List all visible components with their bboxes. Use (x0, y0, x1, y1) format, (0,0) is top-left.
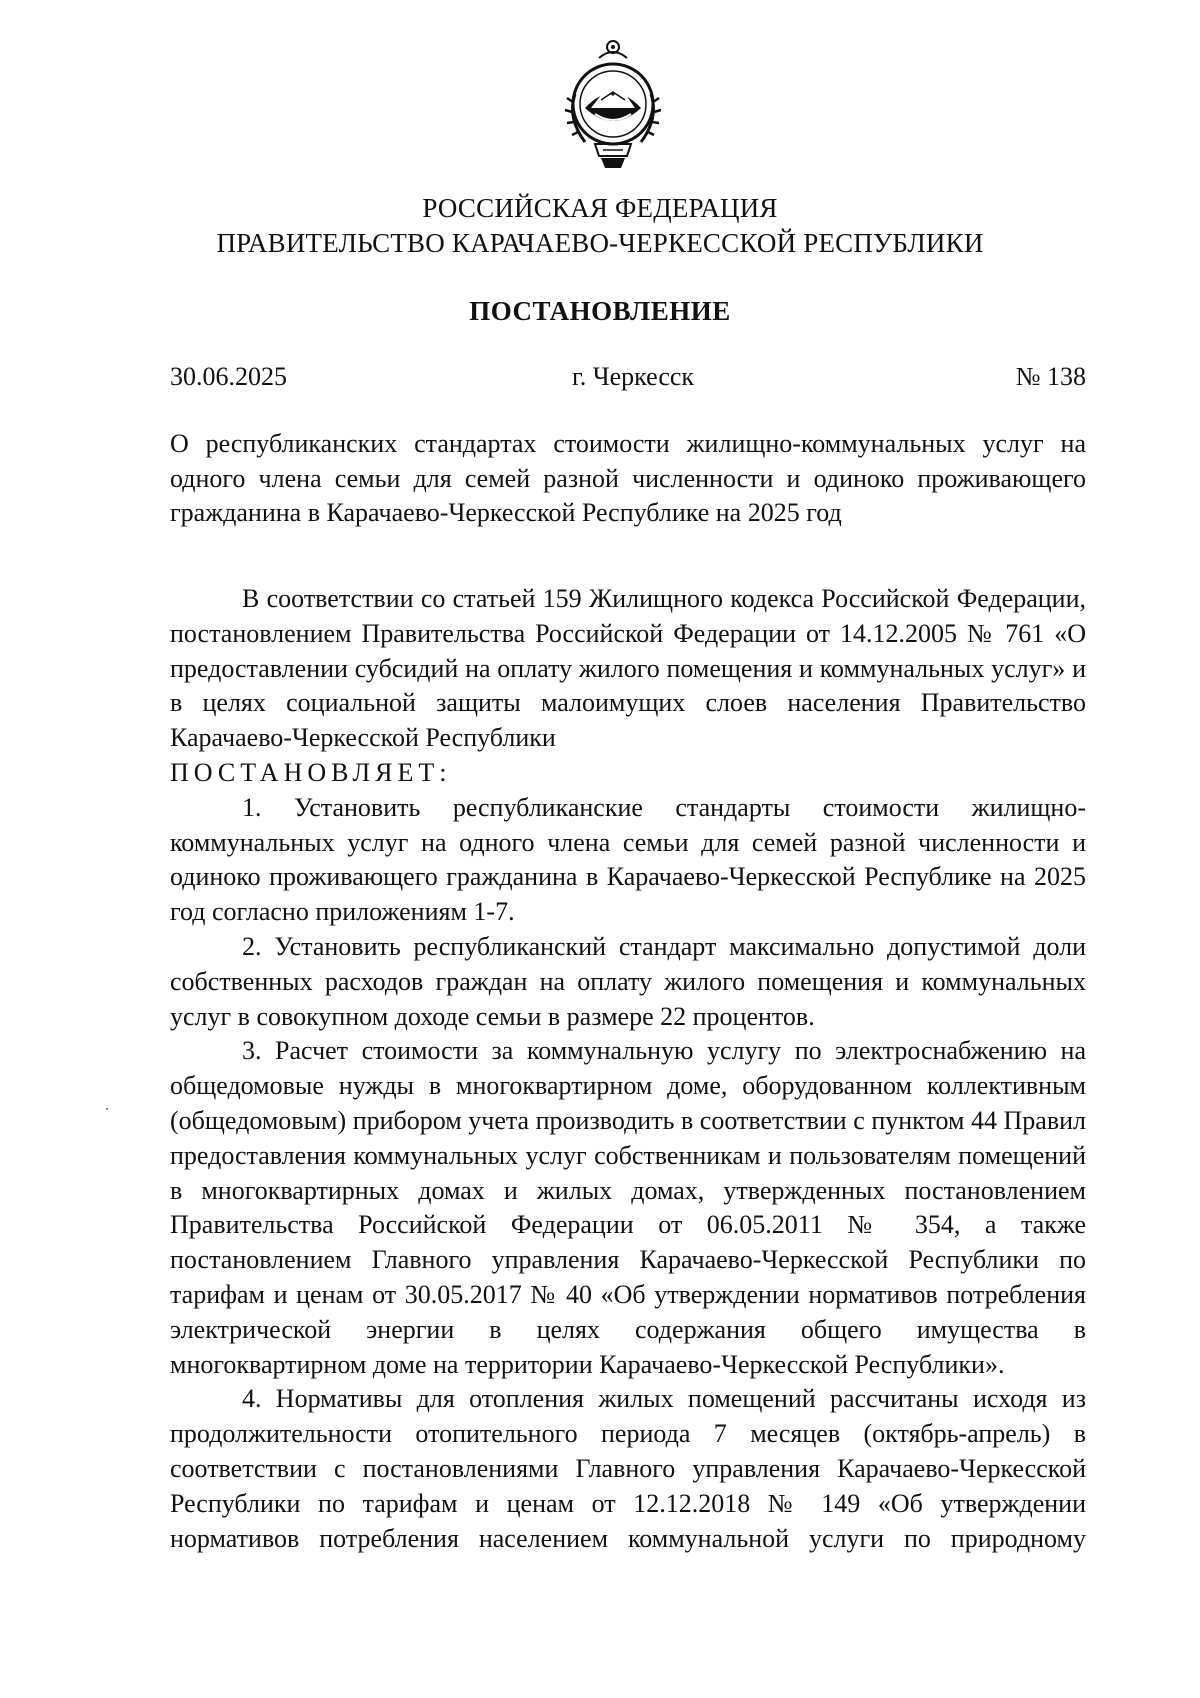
document-number: № 138 (1015, 362, 1086, 391)
document-subject: О республиканских стандартах стоимости жилищно-коммунальных услуг на одного члена семьи для семей разной численности и одиноко проживающего гражданина в Карачаево-Черкесской Республике на 2025 год (170, 429, 1086, 527)
scan-speck (106, 1108, 108, 1110)
item-paragraph-1: 1. Установить республиканские стандарты стоимости жилищно-коммунальных услуг на одного члена семьи для семей разной численности и одиноко проживающего гражданина в Карачаево-Черкесской Республике на 2025 год согласно приложениям 1-7. (170, 792, 1086, 927)
header-country: РОССИЙСКАЯ ФЕДЕРАЦИЯ (422, 193, 778, 223)
coat-of-arms-emblem (555, 38, 671, 174)
preamble-paragraph: В соответствии со статьей 159 Жилищного кодекса Российской Федерации, постановлением Правительства Российской Федерации от 14.12.2005 № 761 «О предоставлении субсидий на оплату жилого помещения и коммунальных услуг» и в целях социальной защиты малоимущих слоев населения Правительство Карачаево-Черкесской Республики (170, 584, 1086, 753)
item-paragraph-3: 3. Расчет стоимости за коммунальную услугу по электроснабжению на общедомовые нужды в многоквартирном доме, оборудованном коллективным (общедомовым) прибором учета производить в соответствии с пунктом 44 Правил предоставления коммунальных услуг собственникам и пользователям помещений в многоквартирных домах и жилых домах, утвержденных постановлением Правительства Российской Федерации от 06.05.2011 № 354, а также постановлением Главного управления Карачаево-Черкесской Республики по тарифам и ценам от 30.05.2017 № 40 «Об утверждении нормативов потребления электрической энергии в целях содержания общего имущества в многоквартирном доме на территории Карачаево-Черкесской Республики». (170, 1036, 1086, 1379)
item-paragraph-2: 2. Установить республиканский стандарт максимально допустимой доли собственных расходов граждан на оплату жилого помещения и коммунальных услуг в совокупном доходе семьи в размере 22 процентов. (170, 931, 1086, 1031)
header-government: ПРАВИТЕЛЬСТВО КАРАЧАЕВО-ЧЕРКЕССКОЙ РЕСПУБЛИКИ (216, 228, 984, 258)
resolve-word: ПОСТАНОВЛЯЕТ: (170, 757, 452, 787)
document-city: г. Черкесск (572, 362, 695, 391)
item-paragraph-4: 4. Нормативы для отопления жилых помещений рассчитаны исходя из продолжительности отопительного периода 7 месяцев (октябрь-апрель) в соответствии с постановлениями Главного управления Карачаево-Черкесской Республики по тарифам и ценам от 12.12.2018 № 149 «Об утверждении нормативов потребления населением коммунальной услуги по природному (170, 1384, 1086, 1553)
document-body (170, 582, 1086, 1556)
document-date: 30.06.2025 (170, 362, 287, 391)
document-type-title: ПОСТАНОВЛЕНИЕ (469, 296, 731, 326)
